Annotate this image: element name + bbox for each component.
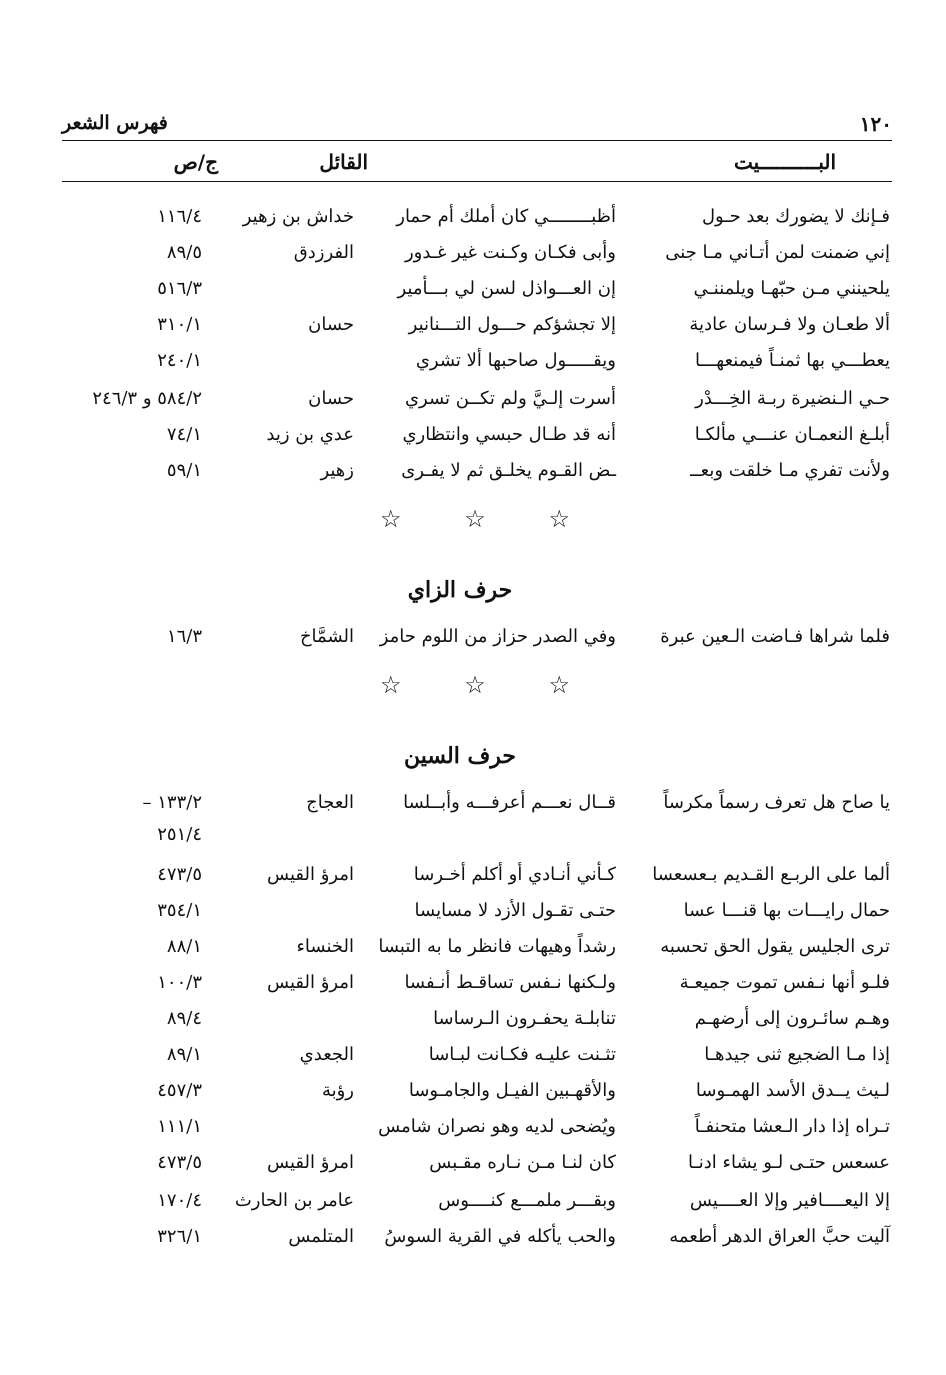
verse-second-hemistich: ويقـــــول صاحبها ألا تشري [415, 350, 616, 371]
section-divider-stars [380, 502, 570, 536]
volume-page-ref: ٤٧٣/٥ [157, 1152, 202, 1173]
verse-first-hemistich: فلما شراها فـاضت الـعين عبرة [660, 626, 890, 647]
table-row [0, 344, 946, 378]
star-icon: ☆ [380, 505, 402, 533]
table-row [0, 930, 946, 964]
poet-name: امرؤ القيس [267, 972, 354, 993]
poet-name: زهير [320, 460, 354, 481]
table-row [0, 1038, 946, 1072]
verse-second-hemistich: وبقـــر ملمـــع كنــــوس [438, 1190, 616, 1211]
volume-page-ref: ٤٥٧/٣ [157, 1080, 202, 1101]
verse-second-hemistich: تنابلـة يحفـرون الـرساسا [433, 1008, 616, 1029]
verse-second-hemistich: أنه قد طـال حبسي وانتظاري [402, 424, 616, 445]
poet-name: امرؤ القيس [267, 864, 354, 885]
running-title: فهرس الشعر [62, 112, 168, 134]
volume-page-ref: ١٠٠/٣ [157, 972, 202, 993]
verse-second-hemistich: كـأني أنـادي أو أكلم أخـرسا [413, 864, 616, 885]
volume-page-ref: ٨٩/٤ [166, 1008, 202, 1029]
table-row [0, 454, 946, 488]
star-icon: ☆ [548, 671, 570, 699]
table-row [0, 818, 946, 852]
verse-second-hemistich: رشداً وهيهات فانظر ما به التبسا [378, 936, 616, 957]
verse-first-hemistich: يعطـــي بها ثمنـاً فيمنعهـــا [694, 350, 890, 371]
verse-first-hemistich: حـي الـنضيرة ربـة الخِـــدْر [695, 388, 890, 409]
poet-name: الجعدي [299, 1044, 354, 1065]
verse-first-hemistich: آليت حبَّ العراق الدهر أطعمه [669, 1226, 890, 1247]
star-icon: ☆ [464, 671, 486, 699]
verse-second-hemistich: أظبــــــــي كان أملك أم حمار [396, 206, 616, 227]
verse-second-hemistich: حتـى تقـول الأزد لا مسايسا [414, 900, 616, 921]
verse-second-hemistich: وأبى فكـان وكـنت غير غـدور [404, 242, 616, 263]
verse-first-hemistich: ولأنت تفري مـا خلقت وبعــ [690, 460, 890, 481]
star-icon: ☆ [464, 505, 486, 533]
table-row [0, 1146, 946, 1180]
column-header-ref: ج/ص [173, 150, 218, 174]
poet-name: رؤبة [321, 1080, 354, 1101]
table-row [0, 418, 946, 452]
column-header-rule [62, 181, 892, 182]
verse-first-hemistich: تـراه إذا دار الـعشا متحنفـاً [694, 1116, 890, 1137]
volume-page-ref: ١٣٣/٢ – [142, 792, 202, 813]
star-icon: ☆ [548, 505, 570, 533]
verse-second-hemistich: تثـنت عليـه فكـانت لبـاسا [428, 1044, 616, 1065]
volume-page-ref: ٢٥١/٤ [157, 824, 202, 845]
verse-first-hemistich: إذا مـا الضجيع ثنى جيدهـا [704, 1044, 890, 1065]
verse-second-hemistich: ويُضحى لديه وهو نصران شامس [378, 1116, 616, 1137]
volume-page-ref: ١١١/١ [157, 1116, 202, 1137]
header-rule [62, 140, 892, 141]
table-row [0, 620, 946, 654]
verse-second-hemistich: ـض القـوم يخلـق ثم لا يفـرى [401, 460, 616, 481]
verse-first-hemistich: ترى الجليس يقول الحق تحسبه [660, 936, 890, 957]
verse-second-hemistich: كان لنـا مـن نـاره مقـبس [429, 1152, 616, 1173]
table-row [0, 966, 946, 1000]
section-divider-stars [380, 668, 570, 702]
verse-first-hemistich: فلـو أنها نـفس تموت جميعـة [679, 972, 890, 993]
verse-first-hemistich: فـإنك لا يضورك بعد حـول [701, 206, 890, 227]
poet-name: حسان [308, 314, 354, 335]
verse-first-hemistich: يلحينني مـن حبّهـا ويلمننـي [693, 278, 890, 299]
verse-first-hemistich: إني ضمنت لمن أتـاني مـا جنى [665, 242, 890, 263]
table-row [0, 894, 946, 928]
verse-second-hemistich: إلا تجشؤكم حـــول التـــنانير [408, 314, 616, 335]
verse-first-hemistich: عسعس حتـى لـو يشاء ادنـا [687, 1152, 890, 1173]
volume-page-ref: ٥٨٤/٢ و ٢٤٦/٣ [92, 388, 202, 409]
poet-name: عدي بن زيد [266, 424, 354, 445]
table-row [0, 1184, 946, 1218]
volume-page-ref: ٢٤٠/١ [157, 350, 202, 371]
verse-first-hemistich: ألما على الربـع القـديم بـعسعسا [652, 864, 890, 885]
volume-page-ref: ١٧٠/٤ [157, 1190, 202, 1211]
verse-second-hemistich: وفي الصدر حزاز من اللوم حامز [379, 626, 616, 647]
volume-page-ref: ٥٩/١ [166, 460, 202, 481]
volume-page-ref: ٣٢٦/١ [157, 1226, 202, 1247]
column-header-verse: البــــــــــيت [734, 150, 836, 174]
section-title-sin: حرف السين [403, 743, 517, 769]
table-row [0, 308, 946, 342]
verse-first-hemistich: حمال رايـــات بها قنـــا عسا [683, 900, 890, 921]
table-row [0, 236, 946, 270]
poet-name: الشمَّاخ [299, 626, 354, 647]
volume-page-ref: ٤٧٣/٥ [157, 864, 202, 885]
poet-name: الخنساء [296, 936, 354, 957]
table-row [0, 1110, 946, 1144]
poet-name: حسان [308, 388, 354, 409]
verse-second-hemistich: أسرت إلـيَّ ولم تكــن تسري [404, 388, 616, 409]
table-row [0, 858, 946, 892]
poet-name: عامر بن الحارث [234, 1190, 354, 1211]
table-row [0, 1002, 946, 1036]
table-row [0, 272, 946, 306]
table-row [0, 786, 946, 820]
verse-first-hemistich: لـيث يــدق الأسد الهمـوسا [695, 1080, 890, 1101]
table-row [0, 1074, 946, 1108]
table-row [0, 1220, 946, 1254]
volume-page-ref: ٣٥٤/١ [157, 900, 202, 921]
table-row [0, 382, 946, 416]
verse-first-hemistich: أبلـغ النعمـان عنـــي مألكـا [694, 424, 890, 445]
volume-page-ref: ٥١٦/٣ [157, 278, 202, 299]
poet-name: الفرزدق [293, 242, 354, 263]
verse-first-hemistich: ألا طعـان ولا فـرسان عادية [689, 314, 890, 335]
poet-name: خداش بن زهير [242, 206, 354, 227]
verse-first-hemistich: يا صاح هل تعرف رسماً مكرساً [663, 792, 890, 813]
table-row [0, 200, 946, 234]
page-number: ١٢٠ [859, 112, 892, 136]
verse-second-hemistich: إن العـــواذل لسن لي بـــأمير [397, 278, 616, 299]
volume-page-ref: ١١٦/٤ [157, 206, 202, 227]
poet-name: العجاج [306, 792, 354, 813]
section-title-zay: حرف الزاي [407, 577, 513, 603]
volume-page-ref: ٨٨/١ [166, 936, 202, 957]
page-header [62, 112, 892, 140]
volume-page-ref: ٨٩/٥ [166, 242, 202, 263]
poet-name: امرؤ القيس [267, 1152, 354, 1173]
verse-first-hemistich: وهـم سائـرون إلى أرضهـم [694, 1008, 890, 1029]
volume-page-ref: ٨٩/١ [166, 1044, 202, 1065]
volume-page-ref: ٧٤/١ [166, 424, 202, 445]
verse-second-hemistich: والأقهـبين الفيـل والجامـوسا [408, 1080, 616, 1101]
poet-name: المتلمس [288, 1226, 354, 1247]
verse-second-hemistich: قــال نعـــم أعرفـــه وأبــلسا [403, 792, 616, 813]
verse-second-hemistich: ولـكنها نـفس تساقـط أنـفسا [404, 972, 616, 993]
verse-second-hemistich: والحب يأكله في القرية السوسُ [384, 1226, 616, 1247]
volume-page-ref: ٣١٠/١ [157, 314, 202, 335]
verse-first-hemistich: إلا اليعــــافير وإلا العــــيس [689, 1190, 890, 1211]
column-header-poet: القائل [319, 150, 368, 174]
star-icon: ☆ [380, 671, 402, 699]
volume-page-ref: ١٦/٣ [166, 626, 202, 647]
